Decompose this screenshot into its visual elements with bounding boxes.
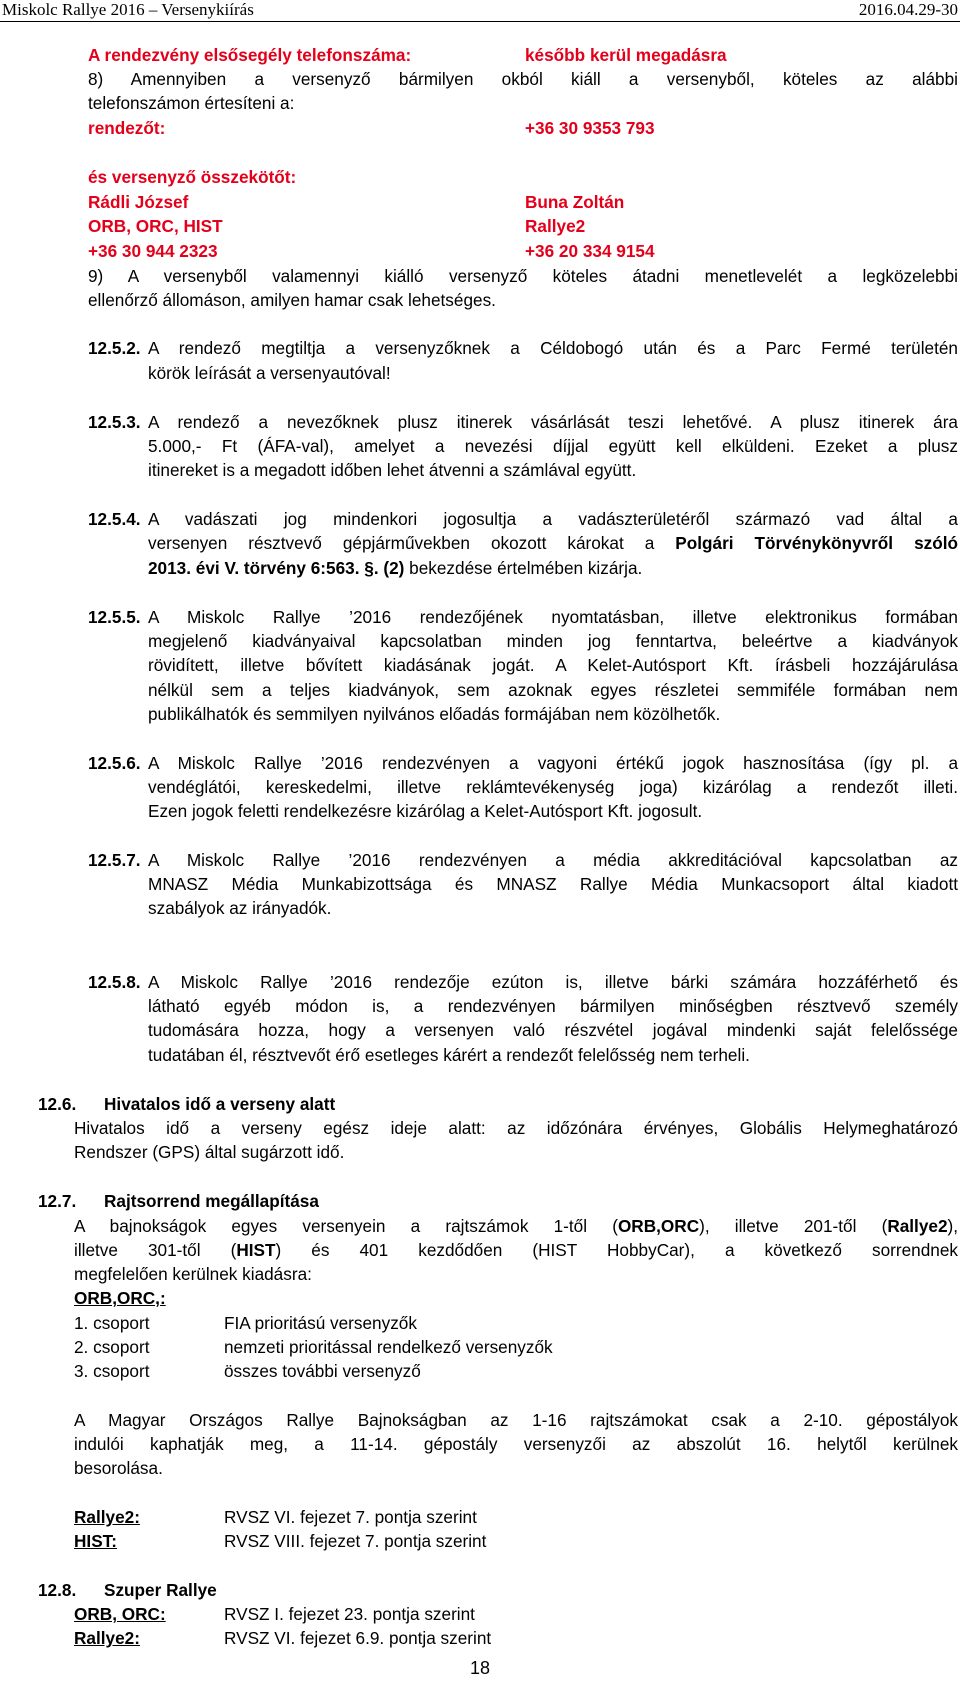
organizer-phone: +36 30 9353 793 [525,118,655,138]
section-12-5-8-line2: látható egyéb módon is, a rendezvényen bármilyen minőségben résztvevő személy [148,996,958,1016]
section-12-5-5-line2: megjelenő kiadványaival kapcsolatban minden jog fenntartva, beleértve a kiadványok [148,631,958,651]
section-12-7-para2: indulói kaphatják meg, a 11-14. gépostály versenyzői az abszolút 16. helytől kerülnek [74,1434,958,1454]
section-12-5-3-line1: A rendező a nevezőknek plusz itinerek vásárlását teszi lehetővé. A plusz itinerek ára [148,412,958,432]
first-aid-value: később kerül megadásra [525,45,727,65]
section-12-5-8-line1: A Miskolc Rallye ’2016 rendezője ezúton is, illetve bárki számára hozzáférhető és [148,972,958,992]
section-12-5-7-number: 12.5.7. [88,850,141,870]
section-12-5-8-line3: tudomására hozza, hogy a versenyen való részvétel jogával mindenki saját felelőssége [148,1020,958,1040]
section-12-8-number: 12.8. [38,1580,77,1600]
group3-label: 3. csoport [74,1361,150,1381]
group-label-orb-orc: ORB,ORC,: [74,1288,166,1308]
section-12-5-4-law-num: 2013. évi V. törvény 6:563. §. (2) [148,558,405,578]
section-12-5-3-line2: 5.000,- Ft (ÁFA-val), amelyet a nevezési díjjal együtt kell elküldeni. Ezeket a plusz [148,436,958,456]
section-12-5-4-line1: A vadászati jog mindenkori jogosultja a vadászterületéről származó vad által a [148,509,958,529]
section-12-7-para1: A Magyar Országos Rallye Bajnokságban az 1-16 rajtszámokat csak a 2-10. gépostályok [74,1410,958,1430]
page-header [0,0,960,22]
section-12-7-line2 [74,1239,958,1261]
s127-rallye2: Rallye2 [887,1216,948,1236]
section-12-6-line1: Hivatalos idő a verseny egész ideje alatt: az időzónára érvényes, Globális Helymeghatározó [74,1118,958,1138]
section-12-5-5-line1: A Miskolc Rallye ’2016 rendezőjének nyomtatásban, illetve elektronikus formában [148,607,958,627]
paragraph-8: 8) Amennyiben a versenyző bármilyen okból kiáll a versenyből, köteles az alábbi [88,69,958,89]
header-title: Miskolc Rallye 2016 – Versenykiírás [2,0,254,19]
group1-text: FIA prioritású versenyzők [224,1313,417,1333]
section-12-7-para3: besorolása. [74,1458,163,1478]
section-12-5-3-number: 12.5.3. [88,412,141,432]
section-12-5-4-law-ref: Polgári Törvénykönyvről szóló [675,533,958,553]
section-12-5-8-number: 12.5.8. [88,972,141,992]
contact2-name: Buna Zoltán [525,192,625,212]
section-12-7-title: Rajtsorrend megállapítása [104,1191,319,1211]
paragraph-9: 9) A versenyből valamennyi kiálló versenyző köteles átadni menetlevelét a legközelebbi [88,266,958,286]
contact1-name: Rádli József [88,192,189,212]
section-12-5-3-line3: itinereket is a megadott időben lehet átvenni a számlával együtt. [148,460,637,480]
contact2-class: Rallye2 [525,216,586,236]
section-12-5-5-line4: nélkül sem a teljes kiadványok, sem azoknak egyes részletei semmiféle formában nem [148,680,958,700]
s127-l1e: ), [947,1216,959,1236]
section-12-5-4-line3-text: bekezdése értelmében kizárja. [404,558,643,578]
s127-l2c: ) és 401 kezdődően (HIST HobbyCar), a következő sorrendnek [275,1240,958,1260]
section-12-5-5-line5: publikálhatók és semmilyen nyilvános előadás formájában nem közölhetők. [148,704,721,724]
hist-label: HIST: [74,1531,117,1551]
s127-orb-orc: ORB,ORC [617,1216,700,1236]
contact1-class: ORB, ORC, HIST [88,216,223,236]
paragraph-9-cont: ellenőrző állomáson, amilyen hamar csak lehetséges. [88,290,496,310]
section-12-5-2-number: 12.5.2. [88,338,141,358]
section-12-7-number: 12.7. [38,1191,77,1211]
section-12-5-4-line2 [148,532,958,554]
section-12-5-4-number: 12.5.4. [88,509,141,529]
orb-orc-text: RVSZ I. fejezet 23. pontja szerint [224,1604,475,1624]
section-12-5-4-line3 [148,557,642,579]
group2-text: nemzeti prioritással rendelkező versenyzők [224,1337,553,1357]
group3-text: összes további versenyző [224,1361,421,1381]
section-12-7-line3: megfelelően kerülnek kiadásra: [74,1264,312,1284]
section-12-5-2-line2: körök leírását a versenyautóval! [148,363,391,383]
super-rallye2-label: Rallye2: [74,1628,140,1648]
section-12-6-title: Hivatalos idő a verseny alatt [104,1094,336,1114]
section-12-5-5-number: 12.5.5. [88,607,141,627]
liaison-label: és versenyző összekötőt: [88,167,297,187]
section-12-5-4-line2-text: versenyen résztvevő gépjárművekben okozott károkat a [148,533,676,553]
page-number: 18 [469,1658,491,1678]
section-12-5-6-line2: vendéglátói, kereskedelmi, illetve reklámtevékenység joga) kizárólag a rendezőt illeti. [148,777,958,797]
section-12-5-8-line4: tudatában él, résztvevőt érő esetleges kárért a rendezőt felelősség nem terheli. [148,1045,750,1065]
section-12-5-6-line1: A Miskolc Rallye ’2016 rendezvényen a vagyoni értékű jogok hasznosítása (így pl. a [148,753,958,773]
section-12-5-7-line1: A Miskolc Rallye ’2016 rendezvényen a média akkreditációval kapcsolatban az [148,850,958,870]
section-12-5-7-line3: szabályok az irányadók. [148,898,332,918]
section-12-5-5-line3: rövidített, illetve bővített kiadásának jogát. A Kelet-Autósport Kft. írásbeli hozzájárulása [148,655,958,675]
section-12-5-2-line1: A rendező megtiltja a versenyzőknek a Céldobogó után és a Parc Fermé területén [148,338,958,358]
s127-l2a: illetve 301-től ( [74,1240,237,1260]
paragraph-8-cont: telefonszámon értesíteni a: [88,93,295,113]
header-date: 2016.04.29-30 [858,0,958,19]
section-12-5-6-line3: Ezen jogok feletti rendelkezésre kizárólag a Kelet-Autósport Kft. jogosult. [148,801,703,821]
s127-l1c: ), illetve 201-től ( [699,1216,888,1236]
hist-text: RVSZ VIII. fejezet 7. pontja szerint [224,1531,487,1551]
section-12-6-line2: Rendszer (GPS) által sugárzott idő. [74,1142,345,1162]
section-12-7-line1 [74,1215,958,1237]
contact1-phone: +36 30 944 2323 [88,241,218,261]
s127-l1a: A bajnokságok egyes versenyein a rajtszámok 1-től ( [74,1216,618,1236]
rallye2-text: RVSZ VI. fejezet 7. pontja szerint [224,1507,477,1527]
section-12-6-number: 12.6. [38,1094,77,1114]
group1-label: 1. csoport [74,1313,150,1333]
section-12-5-6-number: 12.5.6. [88,753,141,773]
section-12-8-title: Szuper Rallye [104,1580,217,1600]
rallye2-label: Rallye2: [74,1507,140,1527]
header-rule [0,21,960,22]
group2-label: 2. csoport [74,1337,150,1357]
section-12-5-7-line2: MNASZ Média Munkabizottsága és MNASZ Rallye Média Munkacsoport által kiadott [148,874,958,894]
super-rallye2-text: RVSZ VI. fejezet 6.9. pontja szerint [224,1628,492,1648]
first-aid-label: A rendezvény elsősegély telefonszáma: [88,45,412,65]
contact2-phone: +36 20 334 9154 [525,241,655,261]
s127-hist: HIST [236,1240,276,1260]
organizer-label: rendezőt: [88,118,166,138]
orb-orc-label: ORB, ORC: [74,1604,166,1624]
